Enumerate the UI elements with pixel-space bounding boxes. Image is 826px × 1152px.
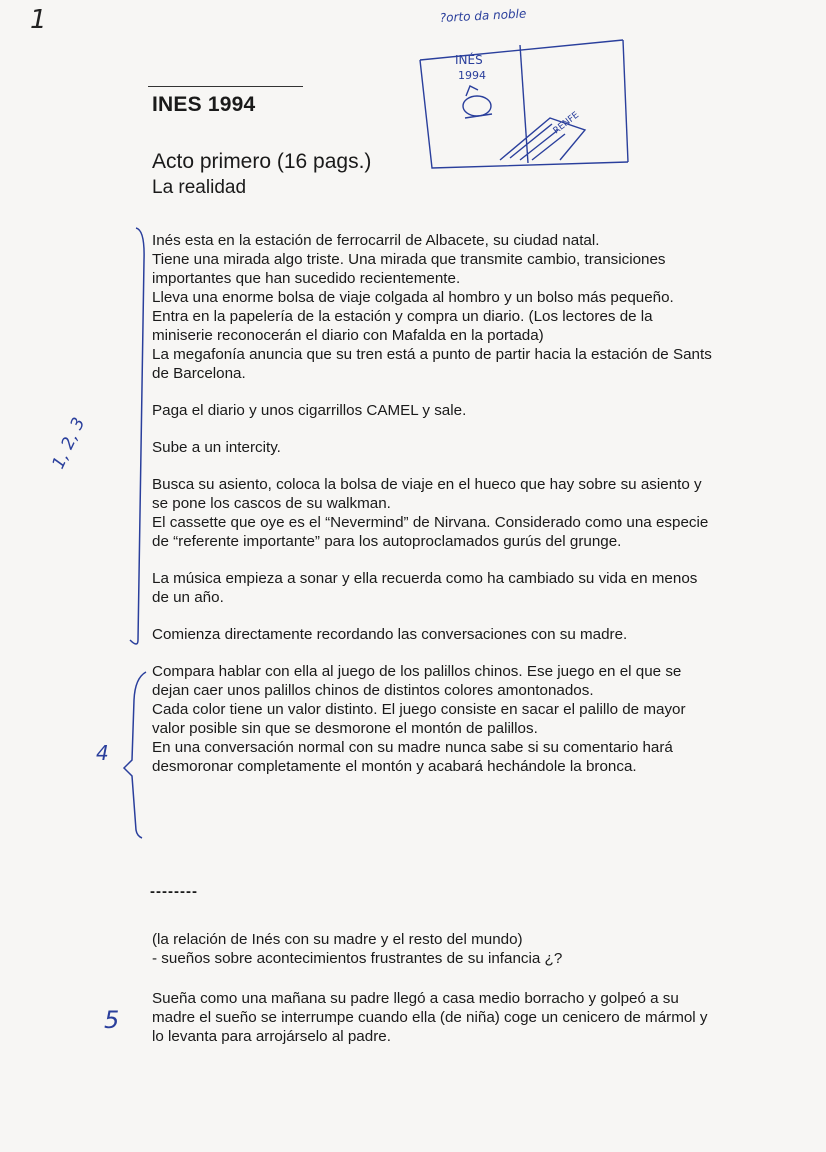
- paragraph: Lleva una enorme bolsa de viaje colgada al hombro y un bolso más pequeño.: [152, 289, 674, 306]
- sketch-stamp: RENFE: [551, 110, 582, 137]
- paragraph: Entra en la papelería de la estación y compra un diario. (Los lectores de la miniserie reconocerán el diario con Mafalda en la portada): [152, 308, 653, 344]
- section-separator: --------: [150, 883, 198, 900]
- note-line: - sueños sobre acontecimientos frustrantes de su infancia ¿?: [152, 950, 563, 967]
- paragraph: La megafonía anuncia que su tren está a punto de partir hacia la estación de Sants de Barcelona.: [152, 346, 712, 382]
- body-text: [152, 231, 712, 776]
- paragraph: El cassette que oye es el “Nevermind” de Nirvana. Considerado como una especie de “referente importante” para los autoproclamados gurús del grunge.: [152, 514, 709, 550]
- paragraph: En una conversación normal con su madre nunca sabe si su comentario hará desmoronar completamente el montón y acabará hechándole la bronca.: [152, 739, 673, 775]
- act-subtitle: La realidad: [152, 177, 247, 198]
- paragraph: Tiene una mirada algo triste. Una mirada que transmite cambio, transiciones importantes que han sucedido recientemente.: [152, 251, 666, 287]
- margin-mark-1: 1, 2, 3: [48, 414, 90, 473]
- paragraph: La música empieza a sonar y ella recuerda como ha cambiado su vida en menos de un año.: [152, 570, 698, 606]
- paragraph: Sube a un intercity.: [152, 439, 281, 456]
- margin-bracket-1: [130, 228, 144, 644]
- margin-mark-3: 5: [104, 1006, 120, 1034]
- act-heading: Acto primero (16 pags.): [152, 150, 372, 173]
- page-number: 1: [30, 5, 47, 35]
- paragraph: Paga el diario y unos cigarrillos CAMEL y sale.: [152, 402, 467, 419]
- paragraph: Inés esta en la estación de ferrocarril de Albacete, su ciudad natal.: [152, 232, 600, 249]
- dream-block: [152, 989, 712, 1046]
- title-rule: [148, 86, 303, 87]
- paragraph: Busca su asiento, coloca la bolsa de viaje en el hueco que hay sobre su asiento y se pone los cascos de su walkman.: [152, 476, 702, 512]
- document-title: INES 1994: [152, 93, 256, 116]
- margin-bracket-2: [124, 672, 146, 838]
- paragraph: Compara hablar con ella al juego de los palillos chinos. Ese juego en el que se dejan caer unos palillos chinos de distintos colores amontonados.: [152, 663, 682, 699]
- sketch-label-line2: 1994: [458, 69, 486, 82]
- paragraph: Sueña como una mañana su padre llegó a casa medio borracho y golpeó a su madre el sueño se interrumpe cuando ella (de niña) coge un cenicero de mármol y lo levanta para arrojárselo al padre.: [152, 990, 708, 1045]
- top-note: ?orto da noble: [439, 6, 527, 25]
- sketch-label-line1: INÉS: [455, 53, 483, 67]
- sketch-drawing: [420, 40, 628, 168]
- paragraph: Comienza directamente recordando las conversaciones con su madre.: [152, 626, 628, 643]
- margin-mark-2: 4: [96, 741, 109, 765]
- paragraph: Cada color tiene un valor distinto. El juego consiste en sacar el palillo de mayor valor posible sin que se desmorone el montón de palillos.: [152, 701, 686, 737]
- note-block: [152, 930, 712, 968]
- note-line: (la relación de Inés con su madre y el resto del mundo): [152, 931, 523, 948]
